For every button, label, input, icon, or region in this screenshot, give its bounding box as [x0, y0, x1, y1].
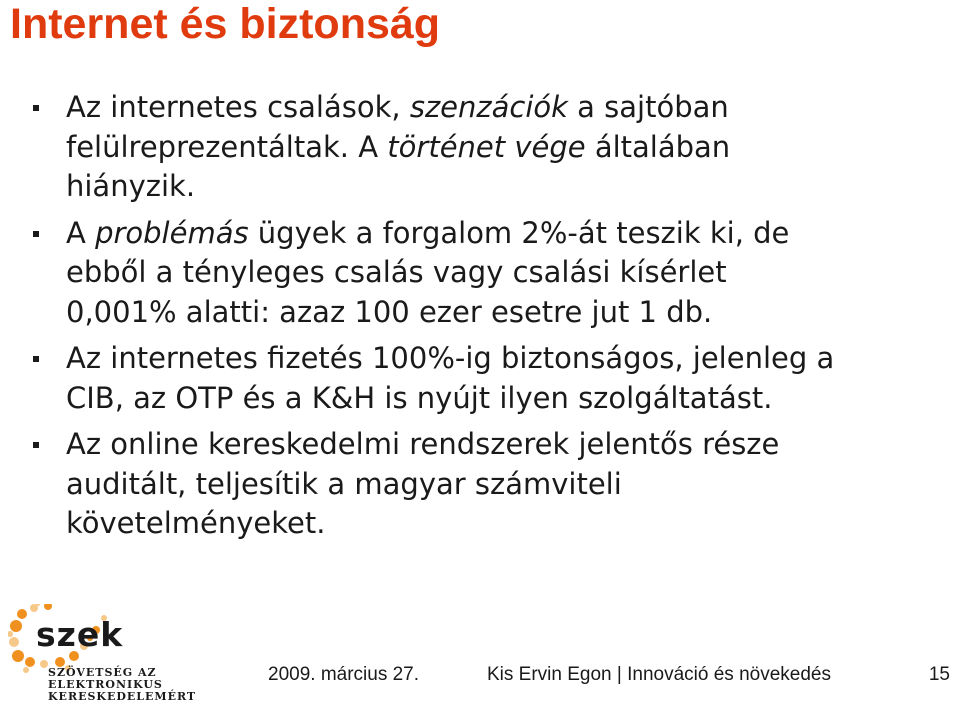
logo-dot-icon [23, 667, 29, 673]
bullet-item [0, 214, 960, 333]
footer-date: 2009. március 27. [268, 664, 420, 685]
bullet-text: Az internetes csalások, [66, 90, 410, 124]
bullet-line [66, 339, 960, 379]
logo-dot-icon [12, 650, 24, 662]
bullet-text: auditált, teljesítik a magyar számviteli [66, 466, 622, 501]
bullet-marker-icon [33, 356, 39, 362]
logo-org-line-2: ELEKTRONIKUS [48, 678, 163, 691]
bullet-item [0, 425, 960, 544]
bullet-line [66, 425, 960, 465]
bullet-line [66, 167, 960, 207]
bullet-line [66, 253, 960, 293]
footer-author: Kis Ervin Egon | Innováció és növekedés [487, 664, 831, 685]
logo-dot-icon [40, 660, 48, 668]
logo-dot-icon [10, 620, 22, 632]
bullet-text: ebből a tényleges csalás vagy csalási kísérlet [66, 255, 727, 289]
bullet-text: a sajtóban [567, 90, 729, 124]
logo-wordmark: szek [36, 615, 124, 654]
bullet-text: Az internetes fizetés 100%-ig biztonságos, jelenleg a [66, 341, 835, 375]
bullet-line [66, 128, 960, 168]
bullet-text: felülreprezentáltak. A [66, 129, 388, 164]
bullet-marker-icon [33, 105, 39, 111]
slide-title: Internet és biztonság [10, 0, 441, 48]
italic-text: történet vége [387, 129, 586, 164]
bullet-text: CIB, az OTP és a K&H is nyújt ilyen szolgáltatást. [66, 380, 773, 415]
bullet-item [0, 88, 960, 207]
page-number: 15 [928, 664, 950, 685]
logo-org-line-3: KERESKEDELEMÉRT [48, 690, 197, 703]
bullet-item [0, 339, 960, 418]
bullet-marker-icon [33, 442, 39, 448]
bullet-text: általában [585, 129, 731, 164]
bullet-line [66, 293, 960, 333]
bullet-list [0, 88, 960, 544]
logo-dot-icon [8, 631, 13, 637]
italic-text: szenzációk [409, 90, 568, 124]
bullet-text: 0,001% alatti: azaz 100 ezer esetre jut 1 db. [66, 294, 713, 329]
logo-org-line-1: SZÖVETSÉG AZ [48, 666, 157, 679]
bullet-text: hiányzik. [66, 169, 196, 203]
logo-dot-icon [44, 604, 52, 610]
bullet-text: ügyek a forgalom 2%-át teszik ki, de [248, 215, 790, 250]
bullet-line [66, 379, 960, 419]
bullet-text: követelményeket. [66, 506, 326, 540]
bullet-line [66, 465, 960, 505]
bullet-line [66, 214, 960, 254]
logo-dot-icon [25, 657, 35, 667]
bullet-text: Az online kereskedelmi rendszerek jelentős része [66, 427, 780, 461]
bullet-line [66, 88, 960, 128]
bullet-marker-icon [33, 231, 39, 237]
bullet-text: A [66, 215, 96, 250]
szek-logo [8, 604, 204, 702]
italic-text: problémás [95, 215, 249, 250]
bullet-line [66, 504, 960, 544]
logo-dot-icon [17, 609, 27, 619]
logo-dot-icon [9, 637, 19, 647]
